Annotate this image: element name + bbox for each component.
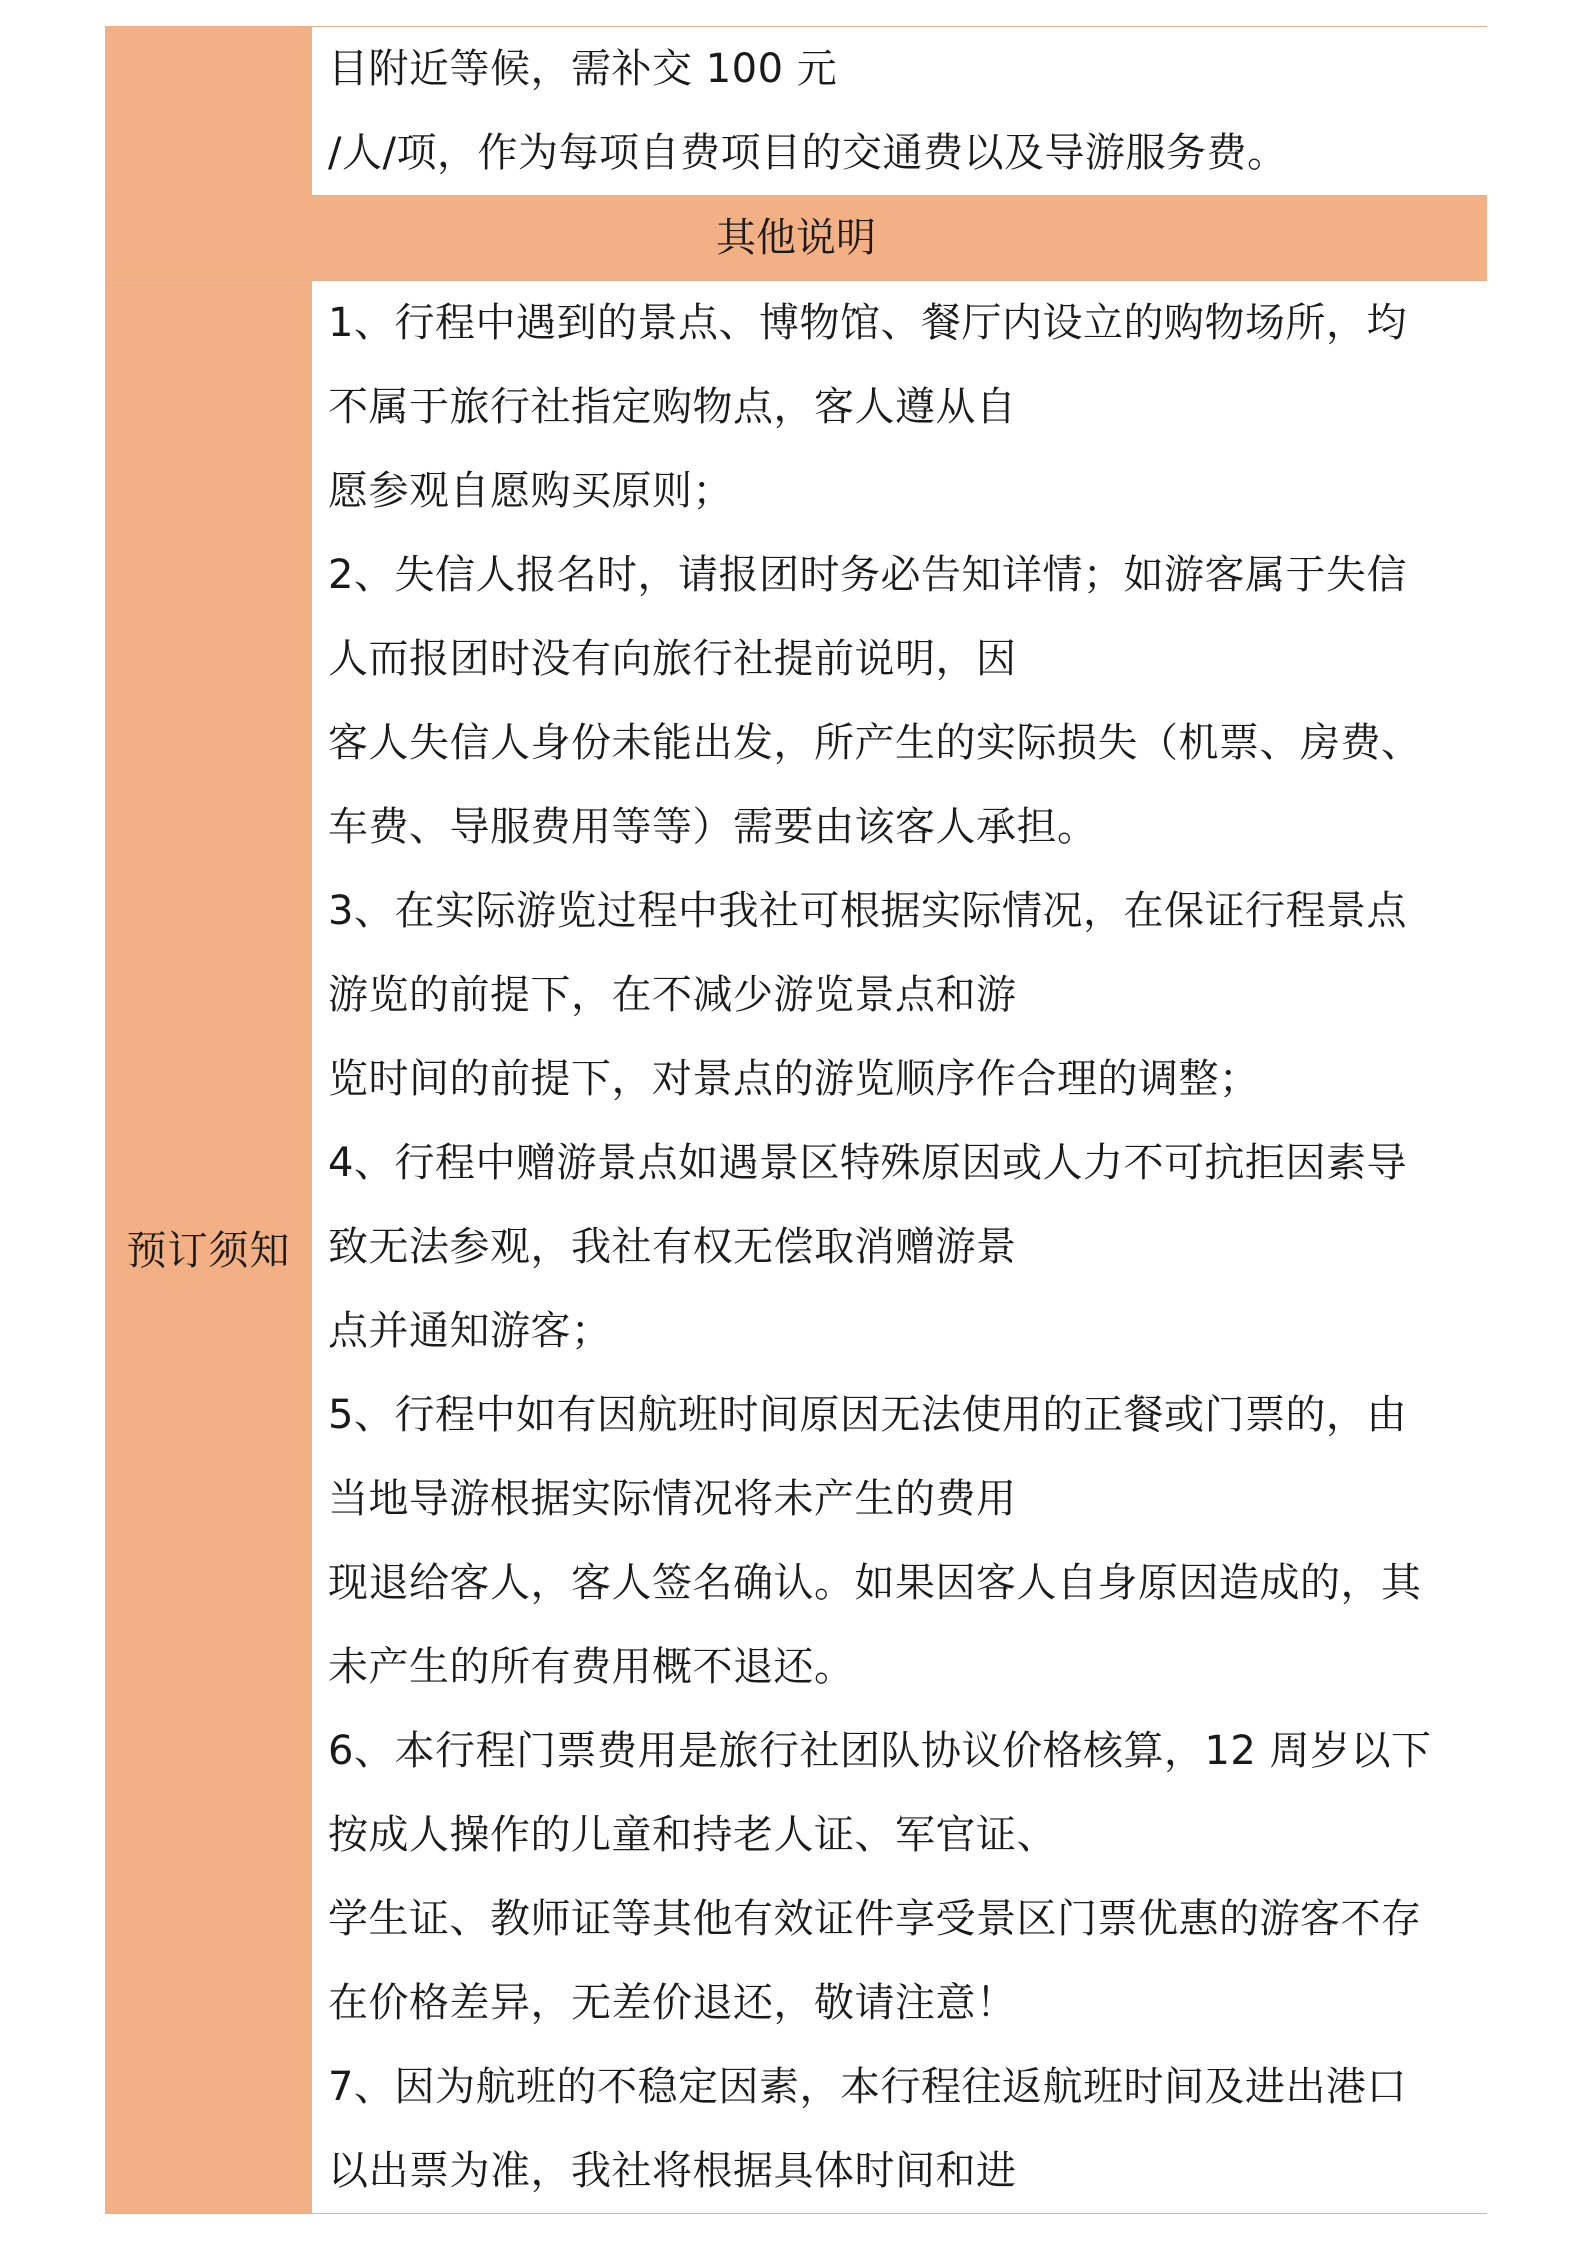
text-line: 6、本行程门票费用是旅行社团队协议价格核算，12 周岁以下 (328, 1728, 1432, 1774)
fees-continuation-text (312, 27, 1487, 196)
other-notes-header-row (105, 196, 1487, 281)
text-line: 当地导游根据实际情况将未产生的费用 (328, 1476, 1017, 1522)
text-line: 4、行程中赠游景点如遇景区特殊原因或人力不可抗拒因素导 (328, 1140, 1407, 1186)
text-line: 7、因为航班的不稳定因素，本行程往返航班时间及进出港口 (328, 2064, 1407, 2110)
text-line: 不属于旅行社指定购物点，客人遵从自 (328, 384, 1017, 430)
booking-notes-label: 预订须知 (105, 281, 312, 2214)
text-line: 览时间的前提下，对景点的游览顺序作合理的调整； (328, 1056, 1260, 1102)
text-line: 学生证、教师证等其他有效证件享受景区门票优惠的游客不存 (328, 1896, 1422, 1942)
section-header-other-notes: 其他说明 (105, 196, 1487, 281)
text-line: 目附近等候，需补交 100 元 (328, 46, 838, 92)
text-line: 致无法参观，我社有权无偿取消赠游景 (328, 1224, 1017, 1270)
itinerary-sheet (105, 26, 1487, 2214)
booking-notes-text (312, 281, 1487, 2214)
text-line: 2、失信人报名时，请报团时务必告知详情；如游客属于失信 (328, 552, 1407, 598)
text-line: 愿参观自愿购买原则； (328, 468, 733, 514)
text-line: 现退给客人，客人签名确认。如果因客人自身原因造成的，其 (328, 1560, 1422, 1606)
text-line: 点并通知游客； (328, 1308, 612, 1354)
text-line: 客人失信人身份未能出发，所产生的实际损失（机票、房费、 (328, 720, 1422, 766)
text-line: 按成人操作的儿童和持老人证、军官证、 (328, 1812, 1057, 1858)
fees-continuation-row (105, 27, 1487, 196)
text-line: 车费、导服费用等等）需要由该客人承担。 (328, 804, 1098, 850)
text-line: /人/项，作为每项自费项目的交通费以及导游服务费。 (328, 130, 1288, 176)
text-line: 游览的前提下，在不减少游览景点和游 (328, 972, 1017, 1018)
text-line: 3、在实际游览过程中我社可根据实际情况，在保证行程景点 (328, 888, 1407, 934)
text-line: 以出票为准，我社将根据具体时间和进 (328, 2148, 1017, 2194)
booking-notes-row (105, 281, 1487, 2214)
text-line: 未产生的所有费用概不退还。 (328, 1644, 855, 1690)
text-line: 人而报团时没有向旅行社提前说明，因 (328, 636, 1017, 682)
text-line: 5、行程中如有因航班时间原因无法使用的正餐或门票的，由 (328, 1392, 1407, 1438)
itinerary-table (105, 26, 1487, 2214)
text-line: 1、行程中遇到的景点、博物馆、餐厅内设立的购物场所，均 (328, 300, 1407, 346)
text-line: 在价格差异，无差价退还，敬请注意！ (328, 1980, 1017, 2026)
fees-continuation-label (105, 27, 312, 196)
